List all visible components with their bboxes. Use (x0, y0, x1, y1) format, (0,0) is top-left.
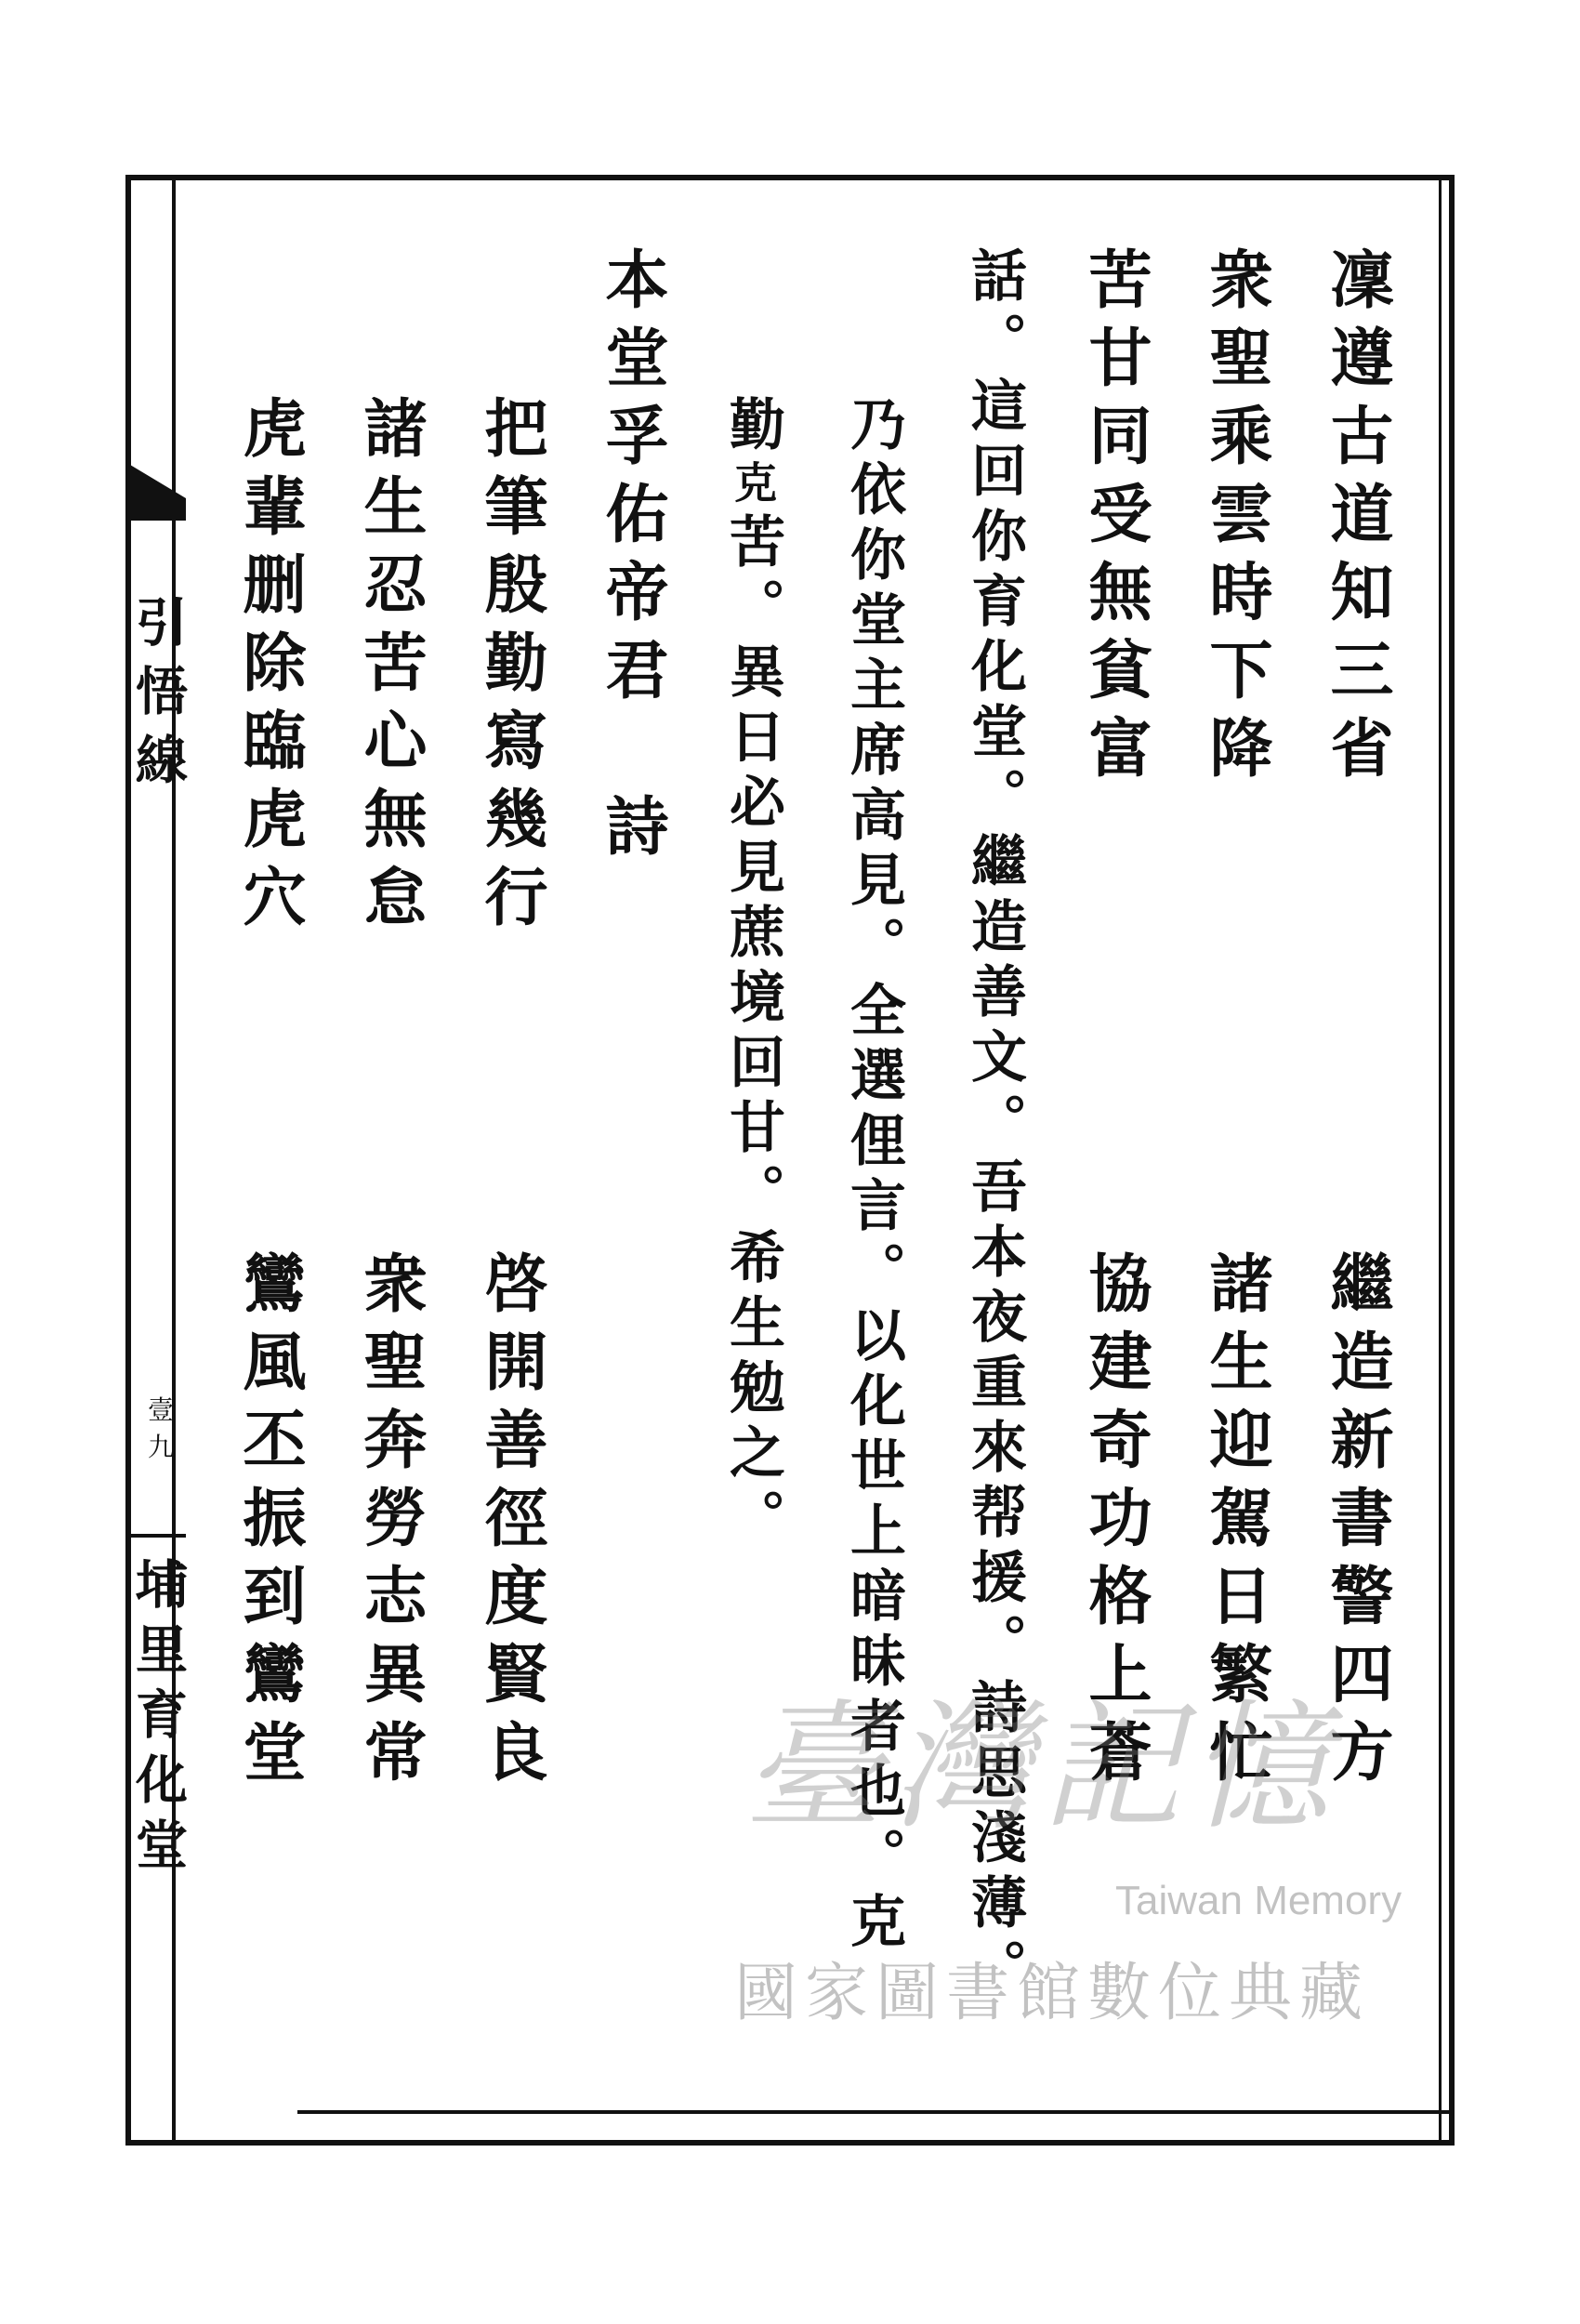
publisher-name: 埔里育化堂 (127, 1557, 189, 1882)
poem2-line-2a: 諸生忍苦心無怠 (353, 395, 428, 942)
watermark-logo: 臺灣記憶 (744, 1687, 1339, 1849)
poem-line-1a: 凜遵古道知三省 (1320, 246, 1394, 793)
prose-line-3-rest: 苦。異日必見蔗境回甘。希生勉之。 (720, 512, 785, 1553)
poem-line-1b: 繼造新書警四方 (1320, 1250, 1394, 1797)
right-border-line (1439, 175, 1442, 2146)
poem2-line-3a: 虎輩删除臨虎穴 (232, 395, 307, 942)
poem2-line-3b: 鸞風丕振到鸞堂 (232, 1250, 307, 1797)
poem-line-3b: 協建奇功格上蒼 (1078, 1250, 1152, 1797)
book-title: 引悟線 (127, 595, 189, 801)
section-heading: 本堂孚佑帝君 詩 (595, 246, 669, 871)
poem2-line-1a: 把筆殷勤寫幾行 (474, 395, 548, 942)
poem-line-2a: 衆聖乘雲時下降 (1199, 246, 1273, 793)
poem-line-2b: 諸生迎駕日繁忙 (1199, 1250, 1273, 1797)
prose-line-3 (716, 395, 790, 1553)
poem2-line-1b: 啓開善徑度賢良 (474, 1250, 548, 1797)
watermark-chinese: 國家圖書館數位典藏 (734, 1957, 1371, 2030)
gutter-divider (130, 1534, 186, 1538)
prose-line-2: 乃依你堂主席高見。全選俚言。以化世上暗昧者也。克 (841, 395, 906, 1957)
watermark-english: Taiwan Memory (1115, 1878, 1402, 1923)
prose-line-1: 話。這回你育化堂。繼造善文。吾本夜重來帮援。詩思淺薄。 (962, 246, 1027, 2003)
poem2-line-2b: 衆聖奔勞志異常 (353, 1250, 428, 1797)
prose-char-qin: 勤 (720, 395, 785, 460)
prose-small-ke: 克 (728, 460, 778, 512)
bottom-border-line (297, 2110, 1450, 2114)
poem-line-3a: 苦甘同受無貧富 (1078, 246, 1152, 793)
page-number: 壹九 (147, 1394, 174, 1462)
